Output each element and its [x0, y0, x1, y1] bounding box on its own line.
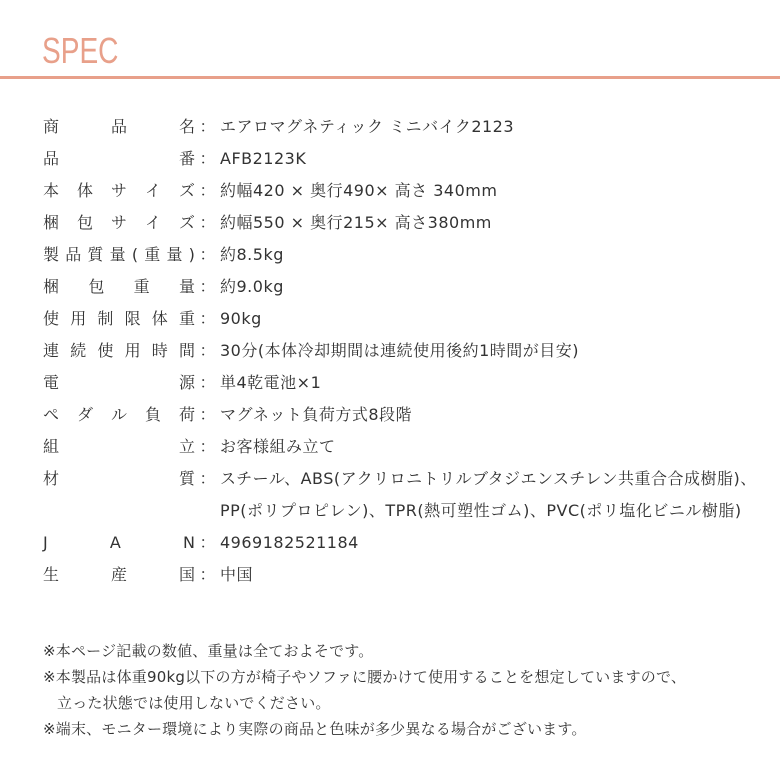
spec-label-char: 重 [144, 245, 161, 264]
spec-label-char: 使 [97, 341, 114, 360]
spec-colon: ： [199, 277, 216, 296]
spec-label-char: 量 [109, 245, 126, 264]
spec-value: 90kg [220, 309, 262, 328]
spec-label-char: 続 [70, 341, 87, 360]
spec-row [43, 175, 763, 207]
note-usage-seated-line1: ※本製品は体重90kg以下の方が椅子やソファに腰かけて使用することを想定していますので、 [43, 668, 687, 686]
spec-label-char: 梱 [43, 277, 60, 296]
page-title: SPEC [42, 30, 119, 71]
spec-label-char: J [43, 533, 48, 552]
spec-label-char: 用 [124, 341, 141, 360]
spec-label-char: 生 [43, 565, 60, 584]
spec-label [43, 271, 195, 303]
spec-label-char: 重 [133, 277, 150, 296]
spec-value: 単4乾電池×1 [220, 373, 322, 392]
spec-label-char: 体 [76, 181, 93, 200]
spec-label-char: 質 [87, 245, 104, 264]
spec-colon: ： [199, 533, 216, 552]
spec-label-char: 包 [88, 277, 105, 296]
spec-value: お客様組み立て [220, 437, 336, 456]
spec-colon: ： [199, 149, 216, 168]
spec-value: 約8.5kg [220, 245, 284, 264]
spec-colon: ： [199, 213, 216, 232]
spec-value: マグネット負荷方式8段階 [220, 405, 413, 424]
spec-row [43, 271, 763, 303]
spec-label-char: サ [110, 181, 127, 200]
spec-label-char: 商 [43, 117, 60, 136]
spec-label [43, 559, 195, 591]
spec-row [43, 431, 763, 463]
spec-label-char: 品 [43, 149, 60, 168]
spec-label-char: ズ [178, 181, 195, 200]
spec-label-char: ) [188, 245, 195, 264]
spec-label-char: 負 [144, 405, 161, 424]
spec-label-char: 品 [110, 117, 127, 136]
note-weights-approx: ※本ページ記載の数値、重量は全ておよそです。 [43, 642, 374, 660]
spec-label-char: 間 [178, 341, 195, 360]
spec-label-char: A [109, 533, 121, 552]
spec-label-char: 本 [43, 181, 60, 200]
spec-label-char: 量 [166, 245, 183, 264]
spec-label-char: ル [110, 405, 127, 424]
spec-label-char: 質 [178, 469, 195, 488]
spec-row [43, 239, 763, 271]
spec-value: 4969182521184 [220, 533, 359, 552]
spec-label-char: 量 [178, 277, 195, 296]
spec-label [43, 175, 195, 207]
spec-value: エアロマグネティック ミニバイク2123 [220, 117, 515, 136]
spec-colon: ： [199, 309, 216, 328]
spec-row [43, 463, 763, 527]
note-usage-seated-line2: 立った状態では使用しないでください。 [57, 694, 331, 712]
spec-label-char: 使 [43, 309, 60, 328]
spec-label-char: イ [144, 213, 161, 232]
spec-colon: ： [199, 245, 216, 264]
spec-label [43, 431, 195, 463]
spec-row [43, 207, 763, 239]
note-usage-seated [43, 664, 686, 716]
spec-label-char: 梱 [43, 213, 60, 232]
spec-colon: ： [199, 469, 216, 488]
spec-label-char: 材 [43, 469, 60, 488]
spec-label-char: 組 [43, 437, 60, 456]
spec-row [43, 527, 763, 559]
spec-label [43, 207, 195, 239]
spec-label [43, 303, 195, 335]
title-divider [0, 76, 780, 79]
spec-label-char: 制 [97, 309, 114, 328]
notes [43, 638, 686, 742]
spec-colon: ： [199, 341, 216, 360]
spec-value: 約幅550 × 奥行215× 高さ380mm [220, 213, 492, 232]
spec-value: 30分(本体冷却期間は連続使用後約1時間が目安) [220, 341, 580, 360]
spec-colon: ： [199, 117, 216, 136]
spec-label-char: イ [144, 181, 161, 200]
spec-label-char: 品 [65, 245, 82, 264]
spec-label-char: ズ [178, 213, 195, 232]
spec-colon: ： [199, 405, 216, 424]
spec-label-char: 国 [178, 565, 195, 584]
spec-colon: ： [199, 565, 216, 584]
spec-colon: ： [199, 437, 216, 456]
spec-label-char: 用 [70, 309, 87, 328]
spec-table [43, 111, 763, 591]
spec-label-char: 製 [43, 245, 60, 264]
spec-label [43, 239, 195, 271]
spec-colon: ： [199, 373, 216, 392]
spec-value: AFB2123K [220, 149, 307, 168]
spec-value: 中国 [220, 565, 254, 584]
spec-label [43, 111, 195, 143]
spec-label-char: 体 [151, 309, 168, 328]
spec-value: スチール、ABS(アクリロニトリルブタジエンスチレン共重合合成樹脂)、PP(ポリプロピレン)、TPR(熱可塑性ゴム)、PVC(ポリ塩化ビニル樹脂) [220, 469, 757, 520]
spec-label-char: ダ [76, 405, 93, 424]
spec-label [43, 367, 195, 399]
spec-label-char: ペ [43, 405, 60, 424]
spec-row [43, 367, 763, 399]
spec-label-char: N [183, 533, 195, 552]
spec-label [43, 399, 195, 431]
spec-value: 約幅420 × 奥行490× 高さ 340mm [220, 181, 498, 200]
spec-label [43, 527, 195, 559]
spec-row [43, 335, 763, 367]
note-color-variance: ※端末、モニター環境により実際の商品と色味が多少異なる場合がございます。 [43, 720, 587, 738]
spec-label-char: 番 [178, 149, 195, 168]
spec-label-char: 産 [110, 565, 127, 584]
spec-row [43, 399, 763, 431]
spec-label-char: ( [131, 245, 139, 264]
spec-label-char: 電 [43, 373, 60, 392]
spec-label-char: 重 [178, 309, 195, 328]
spec-value: 約9.0kg [220, 277, 284, 296]
spec-label [43, 143, 195, 175]
spec-row [43, 111, 763, 143]
spec-colon: ： [199, 181, 216, 200]
spec-label-char: 限 [124, 309, 141, 328]
spec-label [43, 463, 195, 527]
spec-row [43, 143, 763, 175]
spec-label-char: サ [110, 213, 127, 232]
spec-label-char: 包 [76, 213, 93, 232]
spec-label-char: 源 [178, 373, 195, 392]
spec-row [43, 303, 763, 335]
spec-label-char: 立 [178, 437, 195, 456]
spec-label-char: 時 [151, 341, 168, 360]
spec-row [43, 559, 763, 591]
spec-label-char: 連 [43, 341, 60, 360]
spec-label-char: 荷 [178, 405, 195, 424]
spec-label [43, 335, 195, 367]
spec-label-char: 名 [178, 117, 195, 136]
